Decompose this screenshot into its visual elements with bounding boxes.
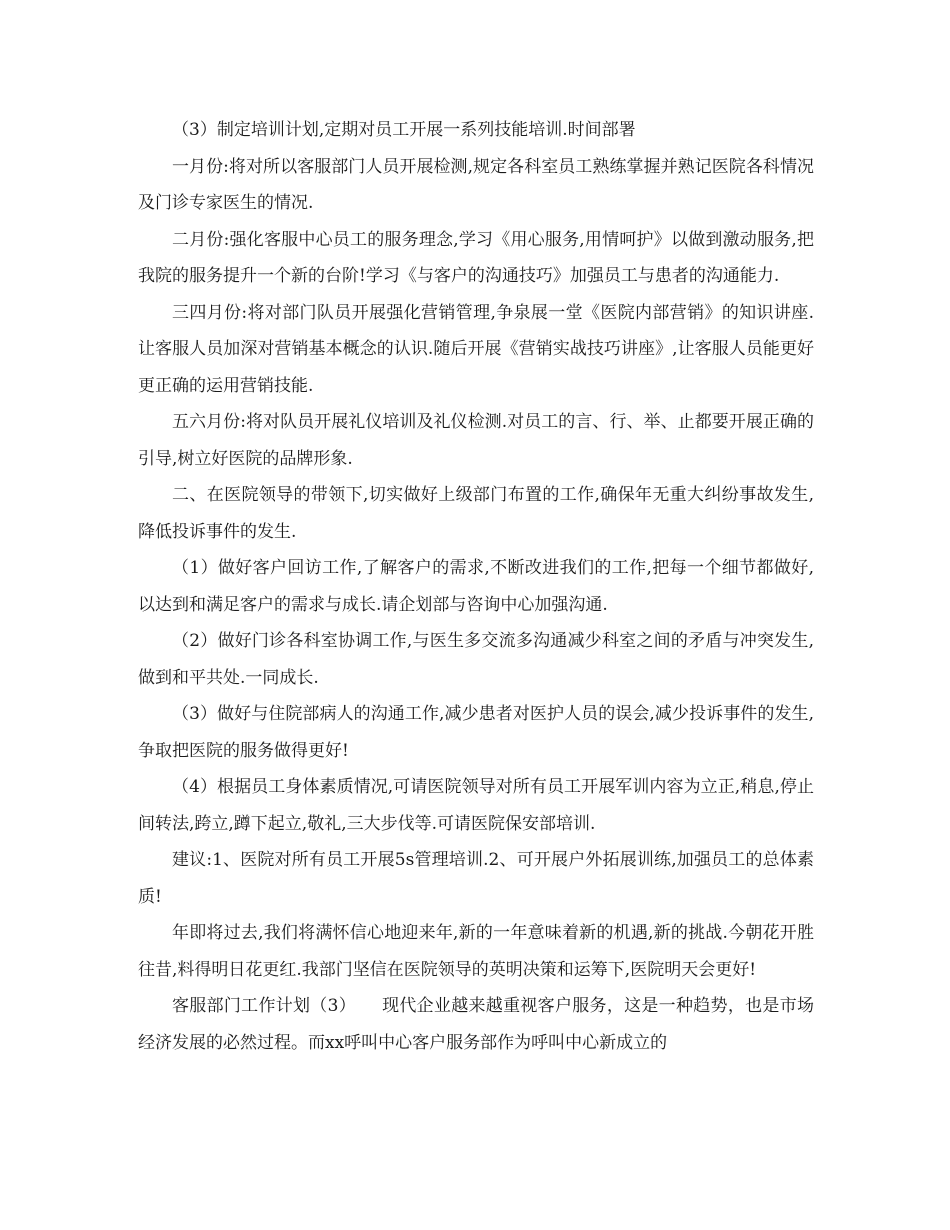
paragraph-february: 二月份:强化客服中心员工的服务理念,学习《用心服务,用情呵护》以做到激动服务,把我院的服务提升一个新的台阶!学习《与客户的沟通技巧》加强员工与患者的沟通能力.: [138, 229, 814, 286]
paragraph-item-1: （1）做好客户回访工作,了解客户的需求,不断改进我们的工作,把每一个细节都做好,以达到和满足客户的需求与成长.请企划部与咨询中心加强沟通.: [138, 558, 814, 615]
paragraph-suggestion: 建议:1、医院对所有员工开展5s管理培训.2、可开展户外拓展训练,加强员工的总体素质!: [138, 850, 814, 907]
paragraph-march-april: 三四月份:将对部门队员开展强化营销管理,争泉展一堂《医院内部营销》的知识讲座.让客服人员加深对营销基本概念的认识.随后开展《营销实战技巧讲座》,让客服人员能更好更正确的运用营销技能.: [138, 302, 814, 396]
paragraph-year-end: 年即将过去,我们将满怀信心地迎来年,新的一年意味着新的机遇,新的挑战.今朝花开胜往昔,料得明日花更红.我部门坚信在医院领导的英明决策和运筹下,医院明天会更好!: [138, 923, 814, 980]
paragraph-item-2: （2）做好门诊各科室协调工作,与医生多交流多沟通减少科室之间的矛盾与冲突发生,做到和平共处.一同成长.: [138, 631, 814, 688]
paragraph-may-june: 五六月份:将对队员开展礼仪培训及礼仪检测.对员工的言、行、举、止都要开展正确的引导,树立好医院的品牌形象.: [138, 412, 814, 469]
paragraph-section-two: 二、在医院领导的带领下,切实做好上级部门布置的工作,确保年无重大纠纷事故发生,降低投诉事件的发生.: [138, 485, 814, 542]
paragraph-plan-three: 客服部门工作计划（3） 现代企业越来越重视客户服务，这是一种趋势，也是市场经济发展的必然过程。而xx呼叫中心客户服务部作为呼叫中心新成立的: [138, 996, 814, 1053]
paragraph-item-4: （4）根据员工身体素质情况,可请医院领导对所有员工开展军训内容为立正,稍息,停止间转法,跨立,蹲下起立,敬礼,三大步伐等.可请医院保安部培训.: [138, 777, 814, 834]
paragraph-january: 一月份:将对所以客服部门人员开展检测,规定各科室员工熟练掌握并熟记医院各科情况及门诊专家医生的情况.: [138, 156, 814, 213]
paragraph-item-3: （3）做好与住院部病人的沟通工作,减少患者对医护人员的误会,减少投诉事件的发生,争取把医院的服务做得更好!: [138, 704, 814, 761]
document-body: [138, 112, 814, 1061]
paragraph-training-plan: （3）制定培训计划,定期对员工开展一系列技能培训.时间部署: [172, 120, 636, 140]
